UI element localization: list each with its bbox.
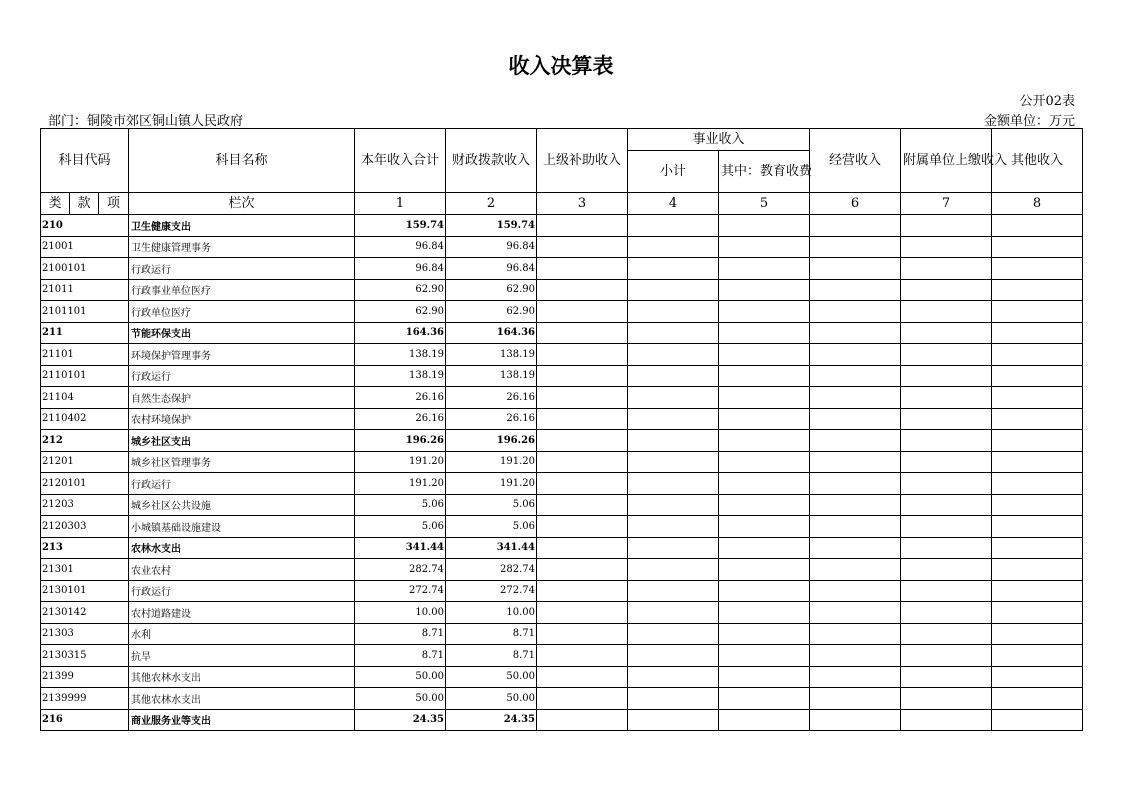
empty-cell <box>810 365 901 387</box>
header-code: 科目代码 <box>41 129 129 193</box>
empty-cell <box>901 301 992 323</box>
table-row <box>41 258 1083 280</box>
row-name: 小城镇基础设施建设 <box>129 516 355 538</box>
empty-cell <box>628 688 719 710</box>
empty-cell <box>901 365 992 387</box>
row-code: 213 <box>41 537 129 559</box>
empty-cell <box>719 580 810 602</box>
empty-cell <box>992 559 1083 581</box>
col-number: 6 <box>810 193 901 215</box>
empty-cell <box>719 301 810 323</box>
row-fiscal: 272.74 <box>446 580 537 602</box>
empty-cell <box>537 387 628 409</box>
row-fiscal: 62.90 <box>446 279 537 301</box>
empty-cell <box>992 387 1083 409</box>
empty-cell <box>901 430 992 452</box>
row-total: 164.36 <box>355 322 446 344</box>
row-code: 21301 <box>41 559 129 581</box>
empty-cell <box>992 279 1083 301</box>
empty-cell <box>628 666 719 688</box>
row-total: 50.00 <box>355 688 446 710</box>
table-row <box>41 430 1083 452</box>
table-row <box>41 408 1083 430</box>
empty-cell <box>537 473 628 495</box>
row-total: 62.90 <box>355 301 446 323</box>
empty-cell <box>628 322 719 344</box>
row-fiscal: 26.16 <box>446 408 537 430</box>
empty-cell <box>628 623 719 645</box>
empty-cell <box>537 688 628 710</box>
empty-cell <box>719 430 810 452</box>
col-number: 3 <box>537 193 628 215</box>
empty-cell <box>901 666 992 688</box>
header-xiang: 项 <box>99 193 129 215</box>
row-name: 农林水支出 <box>129 537 355 559</box>
empty-cell <box>537 365 628 387</box>
row-code: 2130315 <box>41 645 129 667</box>
row-total: 138.19 <box>355 365 446 387</box>
row-code: 216 <box>41 709 129 731</box>
row-fiscal: 8.71 <box>446 623 537 645</box>
empty-cell <box>901 709 992 731</box>
empty-cell <box>628 236 719 258</box>
row-name: 抗旱 <box>129 645 355 667</box>
row-total: 8.71 <box>355 645 446 667</box>
empty-cell <box>810 494 901 516</box>
row-fiscal: 341.44 <box>446 537 537 559</box>
empty-cell <box>537 451 628 473</box>
row-fiscal: 5.06 <box>446 516 537 538</box>
row-fiscal: 191.20 <box>446 451 537 473</box>
empty-cell <box>537 258 628 280</box>
empty-cell <box>901 408 992 430</box>
empty-cell <box>992 430 1083 452</box>
row-fiscal: 24.35 <box>446 709 537 731</box>
empty-cell <box>628 537 719 559</box>
department-label: 部门：铜陵市郊区铜山镇人民政府 <box>48 114 244 129</box>
row-name: 农村环境保护 <box>129 408 355 430</box>
row-name: 商业服务业等支出 <box>129 709 355 731</box>
empty-cell <box>537 645 628 667</box>
empty-cell <box>628 602 719 624</box>
empty-cell <box>901 559 992 581</box>
table-row <box>41 322 1083 344</box>
empty-cell <box>719 258 810 280</box>
row-code: 21303 <box>41 623 129 645</box>
empty-cell <box>719 623 810 645</box>
empty-cell <box>992 494 1083 516</box>
row-fiscal: 96.84 <box>446 258 537 280</box>
row-total: 8.71 <box>355 623 446 645</box>
empty-cell <box>992 451 1083 473</box>
row-total: 5.06 <box>355 516 446 538</box>
empty-cell <box>628 580 719 602</box>
empty-cell <box>992 623 1083 645</box>
row-name: 城乡社区支出 <box>129 430 355 452</box>
header-other: 其他收入 <box>992 129 1083 193</box>
empty-cell <box>719 516 810 538</box>
empty-cell <box>810 709 901 731</box>
row-fiscal: 8.71 <box>446 645 537 667</box>
empty-cell <box>719 602 810 624</box>
empty-cell <box>537 430 628 452</box>
empty-cell <box>628 408 719 430</box>
empty-cell <box>719 387 810 409</box>
row-name: 农村道路建设 <box>129 602 355 624</box>
row-code: 21399 <box>41 666 129 688</box>
row-name: 城乡社区公共设施 <box>129 494 355 516</box>
row-total: 282.74 <box>355 559 446 581</box>
empty-cell <box>719 709 810 731</box>
empty-cell <box>719 279 810 301</box>
row-code: 2130142 <box>41 602 129 624</box>
empty-cell <box>537 344 628 366</box>
header-total: 本年收入合计 <box>355 129 446 193</box>
row-fiscal: 159.74 <box>446 215 537 237</box>
empty-cell <box>537 516 628 538</box>
row-name: 卫生健康管理事务 <box>129 236 355 258</box>
table-row <box>41 344 1083 366</box>
empty-cell <box>628 430 719 452</box>
empty-cell <box>901 688 992 710</box>
row-code: 2110101 <box>41 365 129 387</box>
row-name: 行政运行 <box>129 365 355 387</box>
table-row <box>41 537 1083 559</box>
empty-cell <box>810 408 901 430</box>
empty-cell <box>901 494 992 516</box>
row-total: 159.74 <box>355 215 446 237</box>
col-number: 4 <box>628 193 719 215</box>
empty-cell <box>719 645 810 667</box>
row-name: 环境保护管理事务 <box>129 344 355 366</box>
table-row <box>41 580 1083 602</box>
empty-cell <box>810 516 901 538</box>
empty-cell <box>719 215 810 237</box>
header-superior: 上级补助收入 <box>537 129 628 193</box>
empty-cell <box>992 215 1083 237</box>
row-total: 96.84 <box>355 236 446 258</box>
empty-cell <box>992 344 1083 366</box>
empty-cell <box>628 258 719 280</box>
empty-cell <box>719 537 810 559</box>
table-row <box>41 623 1083 645</box>
empty-cell <box>719 688 810 710</box>
empty-cell <box>537 408 628 430</box>
row-code: 21011 <box>41 279 129 301</box>
header-affiliated: 附属单位上缴收入 <box>901 129 992 193</box>
empty-cell <box>537 215 628 237</box>
empty-cell <box>628 387 719 409</box>
empty-cell <box>810 688 901 710</box>
empty-cell <box>901 645 992 667</box>
col-number: 8 <box>992 193 1083 215</box>
empty-cell <box>810 602 901 624</box>
empty-cell <box>537 580 628 602</box>
table-row <box>41 473 1083 495</box>
header-operating: 经营收入 <box>810 129 901 193</box>
form-number: 公开02表 <box>1019 94 1075 109</box>
row-name: 节能环保支出 <box>129 322 355 344</box>
empty-cell <box>810 236 901 258</box>
row-name: 水利 <box>129 623 355 645</box>
empty-cell <box>901 387 992 409</box>
empty-cell <box>537 537 628 559</box>
empty-cell <box>992 666 1083 688</box>
empty-cell <box>901 516 992 538</box>
row-fiscal: 62.90 <box>446 301 537 323</box>
table-row <box>41 602 1083 624</box>
row-total: 10.00 <box>355 602 446 624</box>
header-edu-fee: 其中：教育收费 <box>719 151 810 193</box>
empty-cell <box>992 709 1083 731</box>
row-code: 2139999 <box>41 688 129 710</box>
table-row <box>41 387 1083 409</box>
row-name: 农业农村 <box>129 559 355 581</box>
table-row <box>41 236 1083 258</box>
empty-cell <box>628 473 719 495</box>
table-row <box>41 279 1083 301</box>
row-name: 行政运行 <box>129 258 355 280</box>
empty-cell <box>628 516 719 538</box>
table-row <box>41 215 1083 237</box>
empty-cell <box>810 279 901 301</box>
empty-cell <box>537 559 628 581</box>
row-name: 行政运行 <box>129 580 355 602</box>
col-number: 2 <box>446 193 537 215</box>
row-total: 24.35 <box>355 709 446 731</box>
row-code: 2130101 <box>41 580 129 602</box>
row-code: 211 <box>41 322 129 344</box>
header-column: 栏次 <box>129 193 355 215</box>
empty-cell <box>628 215 719 237</box>
col-number: 5 <box>719 193 810 215</box>
empty-cell <box>537 279 628 301</box>
empty-cell <box>537 301 628 323</box>
empty-cell <box>719 494 810 516</box>
empty-cell <box>537 322 628 344</box>
row-code: 2110402 <box>41 408 129 430</box>
income-table <box>40 128 1083 731</box>
row-fiscal: 5.06 <box>446 494 537 516</box>
empty-cell <box>537 494 628 516</box>
header-name: 科目名称 <box>129 129 355 193</box>
empty-cell <box>628 559 719 581</box>
table-row <box>41 666 1083 688</box>
header-fiscal: 财政拨款收入 <box>446 129 537 193</box>
empty-cell <box>901 215 992 237</box>
row-name: 卫生健康支出 <box>129 215 355 237</box>
empty-cell <box>628 451 719 473</box>
empty-cell <box>992 322 1083 344</box>
empty-cell <box>992 516 1083 538</box>
empty-cell <box>992 258 1083 280</box>
empty-cell <box>810 258 901 280</box>
row-code: 21201 <box>41 451 129 473</box>
row-fiscal: 50.00 <box>446 688 537 710</box>
row-code: 21104 <box>41 387 129 409</box>
empty-cell <box>992 236 1083 258</box>
row-name: 其他农林水支出 <box>129 666 355 688</box>
empty-cell <box>719 236 810 258</box>
empty-cell <box>992 408 1083 430</box>
page-title: 收入决算表 <box>508 54 614 78</box>
empty-cell <box>628 301 719 323</box>
empty-cell <box>810 430 901 452</box>
row-total: 26.16 <box>355 408 446 430</box>
row-code: 210 <box>41 215 129 237</box>
empty-cell <box>810 301 901 323</box>
empty-cell <box>810 645 901 667</box>
empty-cell <box>901 258 992 280</box>
row-name: 行政事业单位医疗 <box>129 279 355 301</box>
empty-cell <box>810 451 901 473</box>
row-fiscal: 191.20 <box>446 473 537 495</box>
empty-cell <box>537 602 628 624</box>
empty-cell <box>901 236 992 258</box>
empty-cell <box>810 215 901 237</box>
empty-cell <box>719 344 810 366</box>
row-total: 191.20 <box>355 473 446 495</box>
col-number: 7 <box>901 193 992 215</box>
header-kuan: 款 <box>70 193 99 215</box>
empty-cell <box>628 365 719 387</box>
empty-cell <box>810 580 901 602</box>
header-business: 事业收入 <box>628 129 810 151</box>
table-row <box>41 645 1083 667</box>
header-subtotal: 小计 <box>628 151 719 193</box>
row-total: 191.20 <box>355 451 446 473</box>
row-fiscal: 10.00 <box>446 602 537 624</box>
empty-cell <box>537 666 628 688</box>
row-name: 行政单位医疗 <box>129 301 355 323</box>
empty-cell <box>628 279 719 301</box>
empty-cell <box>719 365 810 387</box>
row-code: 21101 <box>41 344 129 366</box>
empty-cell <box>901 602 992 624</box>
row-code: 2120101 <box>41 473 129 495</box>
col-number: 1 <box>355 193 446 215</box>
empty-cell <box>719 666 810 688</box>
empty-cell <box>992 580 1083 602</box>
empty-cell <box>992 645 1083 667</box>
empty-cell <box>901 451 992 473</box>
empty-cell <box>628 645 719 667</box>
empty-cell <box>719 322 810 344</box>
empty-cell <box>628 494 719 516</box>
table-row <box>41 709 1083 731</box>
row-total: 96.84 <box>355 258 446 280</box>
empty-cell <box>992 602 1083 624</box>
empty-cell <box>992 688 1083 710</box>
row-total: 5.06 <box>355 494 446 516</box>
empty-cell <box>719 473 810 495</box>
row-fiscal: 164.36 <box>446 322 537 344</box>
row-total: 26.16 <box>355 387 446 409</box>
empty-cell <box>628 709 719 731</box>
row-total: 62.90 <box>355 279 446 301</box>
header-lei: 类 <box>41 193 70 215</box>
row-code: 2120303 <box>41 516 129 538</box>
empty-cell <box>901 344 992 366</box>
row-total: 341.44 <box>355 537 446 559</box>
table-row <box>41 559 1083 581</box>
empty-cell <box>810 473 901 495</box>
empty-cell <box>719 559 810 581</box>
row-fiscal: 50.00 <box>446 666 537 688</box>
empty-cell <box>901 322 992 344</box>
empty-cell <box>992 365 1083 387</box>
table-row <box>41 516 1083 538</box>
empty-cell <box>719 451 810 473</box>
row-name: 其他农林水支出 <box>129 688 355 710</box>
table-row <box>41 451 1083 473</box>
empty-cell <box>992 473 1083 495</box>
empty-cell <box>901 537 992 559</box>
table-row <box>41 301 1083 323</box>
row-fiscal: 138.19 <box>446 344 537 366</box>
row-code: 2100101 <box>41 258 129 280</box>
amount-unit-label: 金额单位：万元 <box>983 114 1075 129</box>
row-name: 自然生态保护 <box>129 387 355 409</box>
row-fiscal: 138.19 <box>446 365 537 387</box>
empty-cell <box>810 322 901 344</box>
empty-cell <box>810 666 901 688</box>
row-name: 城乡社区管理事务 <box>129 451 355 473</box>
table-header <box>41 129 1083 215</box>
empty-cell <box>810 387 901 409</box>
row-total: 138.19 <box>355 344 446 366</box>
row-total: 196.26 <box>355 430 446 452</box>
empty-cell <box>992 537 1083 559</box>
row-name: 行政运行 <box>129 473 355 495</box>
table-body <box>41 215 1083 731</box>
row-total: 272.74 <box>355 580 446 602</box>
row-fiscal: 96.84 <box>446 236 537 258</box>
empty-cell <box>537 623 628 645</box>
row-fiscal: 282.74 <box>446 559 537 581</box>
empty-cell <box>719 408 810 430</box>
empty-cell <box>810 344 901 366</box>
empty-cell <box>537 709 628 731</box>
row-fiscal: 26.16 <box>446 387 537 409</box>
table-row <box>41 494 1083 516</box>
empty-cell <box>810 537 901 559</box>
row-code: 21203 <box>41 494 129 516</box>
empty-cell <box>901 580 992 602</box>
empty-cell <box>628 344 719 366</box>
empty-cell <box>537 236 628 258</box>
row-code: 2101101 <box>41 301 129 323</box>
empty-cell <box>901 279 992 301</box>
row-total: 50.00 <box>355 666 446 688</box>
empty-cell <box>901 623 992 645</box>
row-fiscal: 196.26 <box>446 430 537 452</box>
row-code: 212 <box>41 430 129 452</box>
empty-cell <box>901 473 992 495</box>
empty-cell <box>810 623 901 645</box>
row-code: 21001 <box>41 236 129 258</box>
empty-cell <box>810 559 901 581</box>
empty-cell <box>992 301 1083 323</box>
table-row <box>41 688 1083 710</box>
table-row <box>41 365 1083 387</box>
